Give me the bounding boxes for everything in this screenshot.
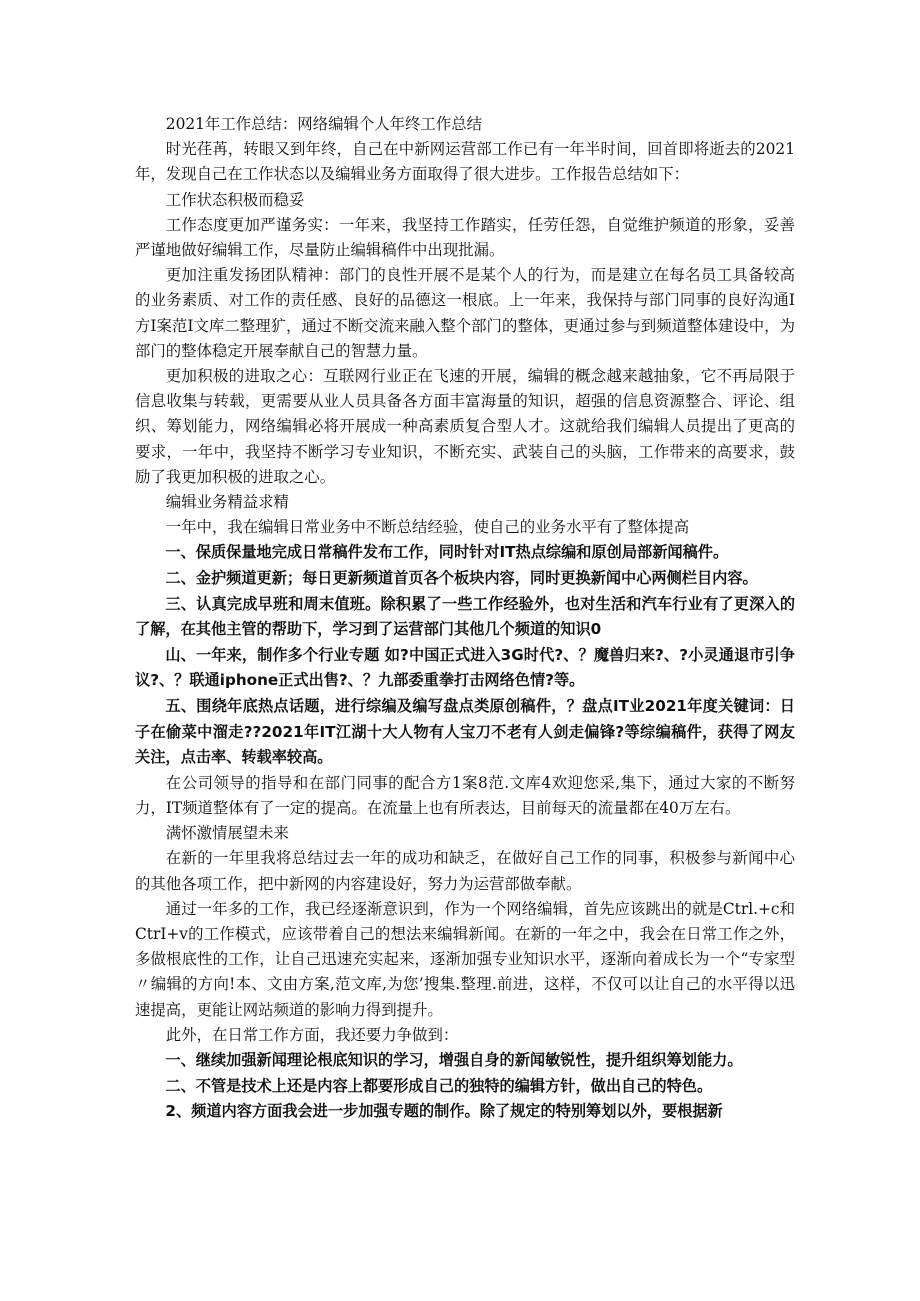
bold-list-item: 五、围绕年底热点话题，进行综编及编写盘点类原创稿件，？盘点IT业2021年度关键词：日子在偷菜中溜走??2021年IT江湖十大人物有人宝刀不老有人剑走偏锋?等综编稿件，获得了网友关注，点击率、转载率较高。 [135, 697, 795, 767]
paragraph: 时光荏苒，转眼又到年终，自己在中新网运营部工作已有一年半时间，回首即将逝去的2021年，发现自己在工作状态以及编辑业务方面取得了很大进步。工作报告总结如下： [135, 140, 795, 184]
paragraph: 一年中，我在编辑日常业务中不断总结经验，使自己的业务水平有了整体提高 [165, 518, 690, 537]
bold-list-item: 2、频道内容方面我会进一步加强专题的制作。除了规定的特别筹划以外，要根据新 [165, 1102, 723, 1121]
bold-list-item: 三、认真完成早班和周末值班。除积累了一些工作经验外，也对生活和汽车行业有了更深入的了解，在其他主管的帮助下，学习到了运营部门其他几个频道的知识0 [135, 594, 795, 639]
section-heading: 满怀激情展望未来 [165, 824, 289, 843]
section-heading: 工作状态积极而稳妥 [165, 190, 305, 209]
paragraph: 通过一年多的工作，我已经逐渐意识到，作为一个网络编辑，首先应该跳出的就是Ctrl.+c和CtrI+v的工作模式，应该带着自己的想法来编辑新闻。在新的一年之中，我会在日常工作之外，多做根底性的工作，让自己迅速充实起来，逐渐加强专业知识水平，逐渐向着成长为一个“专家型〃编辑的方向!本、文由方案,范文库,为您’搜集.整理.前进，这样，不仅可以让自己的水平得以迅速提高，更能让网站频道的影响力得到提升。 [135, 899, 795, 1019]
paragraph: 工作态度更加严谨务实：一年来，我坚持工作踏实，任劳任怨，自觉维护频道的形象，妥善严谨地做好编辑工作，尽量防止编辑稿件中出现批漏。 [135, 215, 795, 260]
paragraph: 在公司领导的指导和在部门同事的配合方1案8范.文库4欢迎您采,集下，通过大家的不断努力，IT频道整体有了一定的提高。在流量上也有所表达，目前每天的流量都在40万左右。 [135, 773, 795, 817]
bold-list-item: 二、金护频道更新；每日更新频道首页各个板块内容，同时更换新闻中心两侧栏目内容。 [165, 569, 758, 588]
paragraph: 更加积极的进取之心：互联网行业正在飞速的开展，编辑的概念越来越抽象，它不再局限于信息收集与转载，更需要从业人员具备各方面丰富海量的知识，超强的信息资源整合、评论、组织、筹划能力，网络编辑必将开展成一种高素质复合型人才。这就给我们编辑人员提出了更高的要求，一年中，我坚持不断学习专业知识，不断充实、武装自己的头脑，工作带来的高要求，鼓励了我更加积极的进取之心。 [135, 367, 795, 486]
bold-list-item: 一、继续加强新闻理论根底知识的学习，增强自身的新闻敏锐性，提升组织筹划能力。 [165, 1051, 743, 1070]
bold-list-item: 一、保质保量地完成日常稿件发布工作，同时针对IT热点综编和原创局部新闻稿件。 [165, 543, 729, 562]
paragraph: 此外，在日常工作方面，我还要力争做到： [165, 1025, 459, 1044]
bold-list-item: 山、一年来，制作多个行业专题 如?中国正式进入3G时代?、？魔兽归来?、?小灵通退市引争议?、？联通iphone正式出售?、？九部委重拳打击网络色情?等。 [135, 645, 795, 690]
bold-list-item: 二、不管是技术上还是内容上都要形成自己的独特的编辑方针，做出自己的特色。 [165, 1076, 713, 1095]
paragraph: 在新的一年里我将总结过去一年的成功和缺乏，在做好自己工作的同事，积极参与新闻中心的其他各项工作，把中新网的内容建设好，努力为运营部做奉献。 [135, 849, 795, 893]
document-body [135, 112, 795, 1125]
paragraph: 更加注重发扬团队精神：部门的良性开展不是某个人的行为，而是建立在每名员工具备较高的业务素质、对工作的责任感、良好的品德这一根底。上一年来，我保持与部门同事的良好沟通Ⅰ方Ⅰ案范Ⅰ文库二整理犷，通过不断交流来融入整个部门的整体，更通过参与到频道整体建设中，为部门的整体稳定开展奉献自己的智慧力量。 [135, 266, 795, 360]
section-heading: 编辑业务精益求精 [165, 493, 289, 512]
document-title: 2021年工作总结：网络编辑个人年终工作总结 [165, 115, 482, 133]
